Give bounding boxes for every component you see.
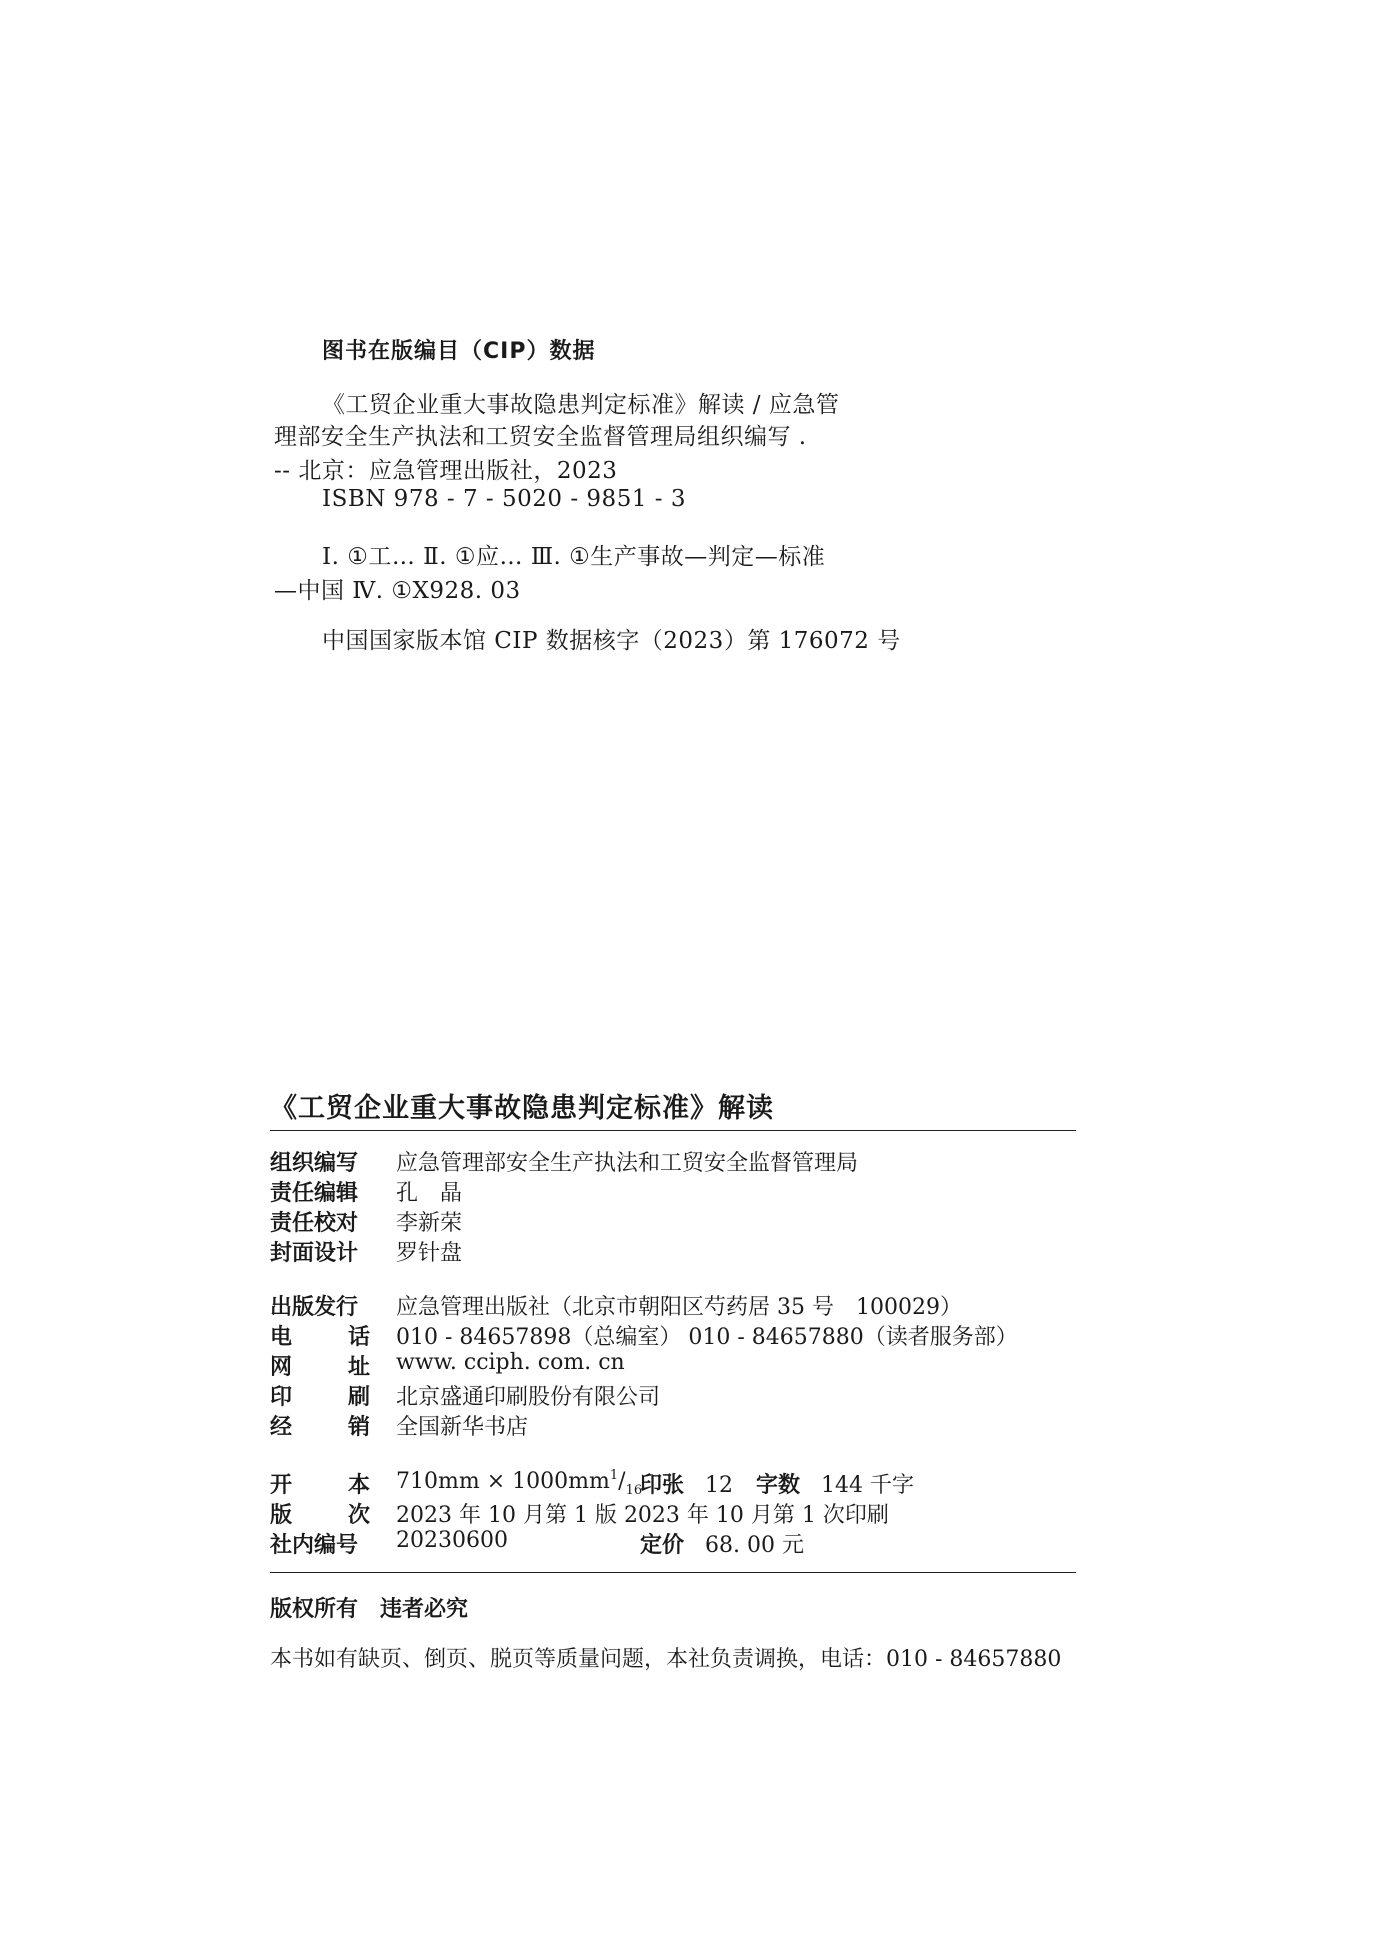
internal-number-label: 社内编号 (270, 1533, 359, 1558)
sheets-value: 12 (705, 1473, 733, 1498)
quality-notice: 本书如有缺页、倒页、脱页等质量问题，本社负责调换，电话：010 - 84657880 (270, 1647, 1062, 1672)
bottom-divider (270, 1572, 1076, 1573)
distributor-value: 全国新华书店 (396, 1415, 529, 1440)
edition-value: 2023 年 10 月第 1 版 2023 年 10 月第 1 次印刷 (396, 1503, 889, 1528)
format-fraction-slash: / (618, 1469, 626, 1494)
cip-record-number: 中国国家版本馆 CIP 数据核字（2023）第 176072 号 (322, 628, 901, 654)
credit-value: 孔 晶 (396, 1181, 463, 1206)
cip-isbn: ISBN 978 - 7 - 5020 - 9851 - 3 (322, 486, 686, 512)
publisher-value: 应急管理出版社（北京市朝阳区芍药居 35 号 100029） (396, 1295, 962, 1320)
credit-label: 责任编辑 (270, 1181, 359, 1206)
format-fraction-num: 1 (609, 1468, 619, 1483)
book-title: 《工贸企业重大事故隐患判定标准》解读 (270, 1093, 774, 1124)
phone-label: 电 话 (270, 1325, 370, 1350)
words-group (756, 1468, 914, 1499)
format-label: 开 本 (270, 1473, 370, 1498)
price-label: 定价 (640, 1533, 685, 1558)
cip-heading: 图书在版编目（CIP）数据 (322, 339, 596, 364)
credit-label: 责任校对 (270, 1211, 359, 1236)
phone-value: 010 - 84657898（总编室） 010 - 84657880（读者服务部） (396, 1325, 1018, 1350)
publisher-label: 出版发行 (270, 1295, 359, 1320)
internal-number-value: 20230600 (396, 1528, 508, 1553)
cip-classification: —中国 Ⅳ. ①X928. 03 (274, 578, 521, 604)
printer-value: 北京盛通印刷股份有限公司 (396, 1385, 661, 1410)
price-group (640, 1528, 804, 1559)
distributor-label: 经 销 (270, 1415, 370, 1440)
credit-value: 罗针盘 (396, 1241, 463, 1266)
format-value (396, 1468, 642, 1498)
printer-label: 印 刷 (270, 1385, 370, 1410)
words-label: 字数 (756, 1473, 801, 1498)
format-size: 710mm × 1000mm (396, 1469, 610, 1494)
top-divider (270, 1130, 1076, 1131)
copyright-notice: 版权所有 违者必究 (270, 1597, 469, 1622)
cip-classification: Ⅰ. ①工… Ⅱ. ①应… Ⅲ. ①生产事故—判定—标准 (322, 544, 826, 570)
website-value: www. cciph. com. cn (396, 1350, 625, 1375)
cip-line: 理部安全生产执法和工贸安全监督管理局组织编写 . (274, 424, 807, 450)
credit-value: 李新荣 (396, 1211, 463, 1236)
credit-label: 组织编写 (270, 1151, 359, 1176)
credit-value: 应急管理部安全生产执法和工贸安全监督管理局 (396, 1151, 859, 1176)
cip-line: -- 北京：应急管理出版社，2023 (274, 458, 618, 484)
sheets-label: 印张 (640, 1473, 685, 1498)
sheets-group (640, 1468, 733, 1499)
credit-label: 封面设计 (270, 1241, 359, 1266)
cip-line: 《工贸企业重大事故隐患判定标准》解读 / 应急管 (322, 392, 840, 418)
edition-label: 版 次 (270, 1503, 370, 1528)
format-fraction-den: 16 (625, 1483, 643, 1498)
words-value: 144 千字 (821, 1473, 914, 1498)
price-value: 68. 00 元 (705, 1533, 804, 1558)
website-label: 网 址 (270, 1355, 370, 1380)
